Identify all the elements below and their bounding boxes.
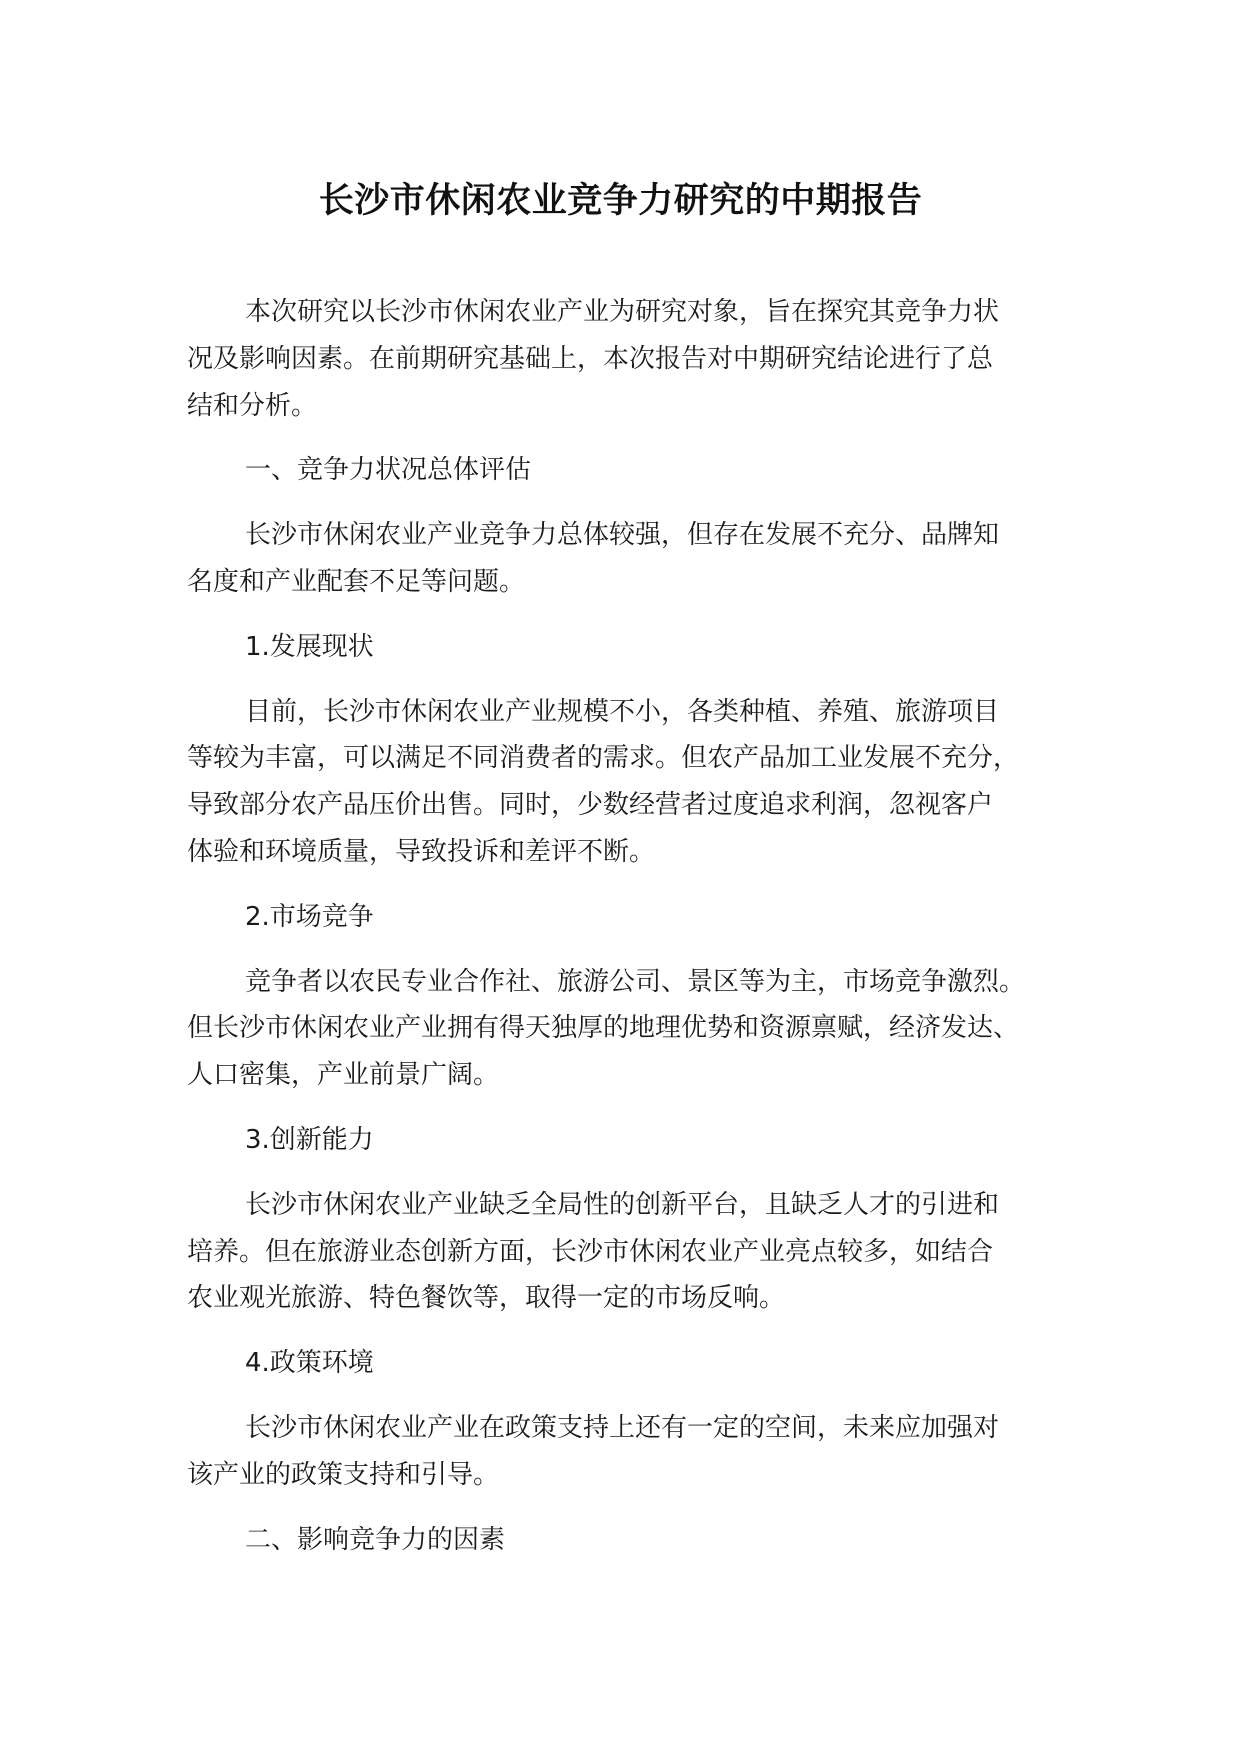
text-line: 竞争者以农民专业合作社、旅游公司、景区等为主，市场竞争激烈。 xyxy=(245,966,1026,997)
paragraph-intro xyxy=(187,289,1067,429)
subheading-innovation xyxy=(187,1117,1067,1164)
text-line: 目前，长沙市休闲农业产业规模不小，各类种植、养殖、旅游项目 xyxy=(245,696,1000,727)
paragraph-innovation xyxy=(187,1182,1067,1322)
text-line: 体验和环境质量，导致投诉和差评不断。 xyxy=(187,836,656,867)
text-line: 农业观光旅游、特色餐饮等，取得一定的市场反响。 xyxy=(187,1283,786,1314)
text-line: 培养。但在旅游业态创新方面，长沙市休闲农业产业亮点较多，如结合 xyxy=(187,1236,994,1267)
section-heading-1 xyxy=(187,447,1067,494)
heading-text: 4.政策环境 xyxy=(245,1348,374,1379)
section-heading-2 xyxy=(187,1517,1067,1564)
text-line: 导致部分农产品压价出售。同时，少数经营者过度追求利润，忽视客户 xyxy=(187,790,994,821)
paragraph-market xyxy=(187,959,1067,1099)
text-line: 长沙市休闲农业产业缺乏全局性的创新平台，且缺乏人才的引进和 xyxy=(245,1189,1000,1220)
text-line: 名度和产业配套不足等问题。 xyxy=(187,566,526,597)
subheading-development xyxy=(187,624,1067,671)
heading-text: 3.创新能力 xyxy=(245,1124,374,1155)
text-line: 该产业的政策支持和引导。 xyxy=(187,1459,500,1490)
text-line: 人口密集，产业前景广阔。 xyxy=(187,1060,500,1091)
paragraph-policy xyxy=(187,1405,1067,1499)
text-line: 但长沙市休闲农业产业拥有得天独厚的地理优势和资源禀赋，经济发达、 xyxy=(187,1013,1020,1044)
subheading-policy xyxy=(187,1340,1067,1387)
text-line: 结和分析。 xyxy=(187,390,318,421)
document-body xyxy=(187,289,1067,1563)
heading-text: 一、竞争力状况总体评估 xyxy=(245,455,532,486)
text-line: 长沙市休闲农业产业竞争力总体较强，但存在发展不充分、品牌知 xyxy=(245,520,1000,551)
heading-text: 1.发展现状 xyxy=(245,631,374,662)
subheading-market xyxy=(187,894,1067,941)
paragraph-overview xyxy=(187,512,1067,606)
document-title: 长沙市休闲农业竞争力研究的中期报告 xyxy=(318,181,923,221)
text-line: 等较为丰富，可以满足不同消费者的需求。但农产品加工业发展不充分， xyxy=(187,743,1020,774)
text-line: 本次研究以长沙市休闲农业产业为研究对象，旨在探究其竞争力状 xyxy=(245,297,1000,327)
paragraph-development xyxy=(187,689,1067,876)
text-line: 长沙市休闲农业产业在政策支持上还有一定的空间，未来应加强对 xyxy=(245,1412,1000,1443)
heading-text: 二、影响竞争力的因素 xyxy=(245,1524,506,1555)
text-line: 况及影响因素。在前期研究基础上，本次报告对中期研究结论进行了总 xyxy=(187,343,994,374)
heading-text: 2.市场竞争 xyxy=(245,901,374,932)
